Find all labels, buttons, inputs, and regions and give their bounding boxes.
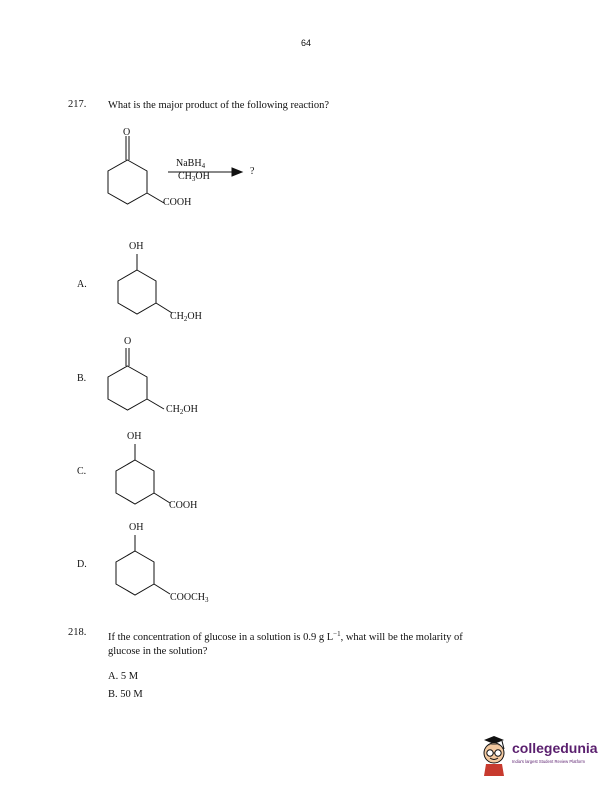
option-d-label: D. (77, 559, 87, 570)
question-number-218: 218. (68, 627, 87, 638)
option-c-label: C. (77, 466, 87, 477)
collegedunia-logo (478, 736, 608, 780)
mascot-icon (478, 736, 510, 776)
reagent-top: NaBH$_4$ (176, 158, 206, 170)
page-number: 64 (300, 38, 311, 48)
option-b-ring (100, 346, 220, 426)
option-b-side-group: $CH_2OH$ (166, 404, 198, 416)
option-d-side-group: $COOCH_3$ (170, 592, 209, 604)
option-b-top-group: O (124, 336, 132, 347)
reaction-arrow (168, 166, 248, 178)
option-d-top-group: OH (129, 522, 144, 533)
logo-wordmark: collegedunia (512, 740, 598, 756)
reaction-product-unknown: ? (250, 166, 255, 177)
logo-tagline: India's largest Student Review Platform (512, 759, 585, 764)
option-b-label: B. (77, 373, 87, 384)
option-a-label: A. (77, 279, 87, 290)
question-number-217: 217. (68, 99, 87, 110)
reactant-carbonyl-oxygen: O (123, 127, 131, 138)
option-a-ring (104, 252, 224, 332)
option-c-ring (102, 442, 222, 522)
question-text-217: What is the major product of the following reaction? (108, 100, 330, 111)
option-a-side-group: $CH_2OH$ (170, 311, 202, 323)
reactant-side-group: COOH (163, 197, 192, 208)
option-c-side-group: COOH (169, 500, 198, 511)
option-c-top-group: OH (127, 431, 142, 442)
question-text-218: If the concentration of glucose in a solution is 0.9 g $L^{-1}$, what will be the molarity of glucose in the solution? (108, 630, 463, 657)
q218-option-a: A. 5 M (108, 671, 139, 682)
q218-option-b: B. 50 M (108, 689, 143, 700)
reagent-bottom: $CH_3OH$ (178, 171, 210, 183)
option-a-top-group: OH (129, 241, 144, 252)
